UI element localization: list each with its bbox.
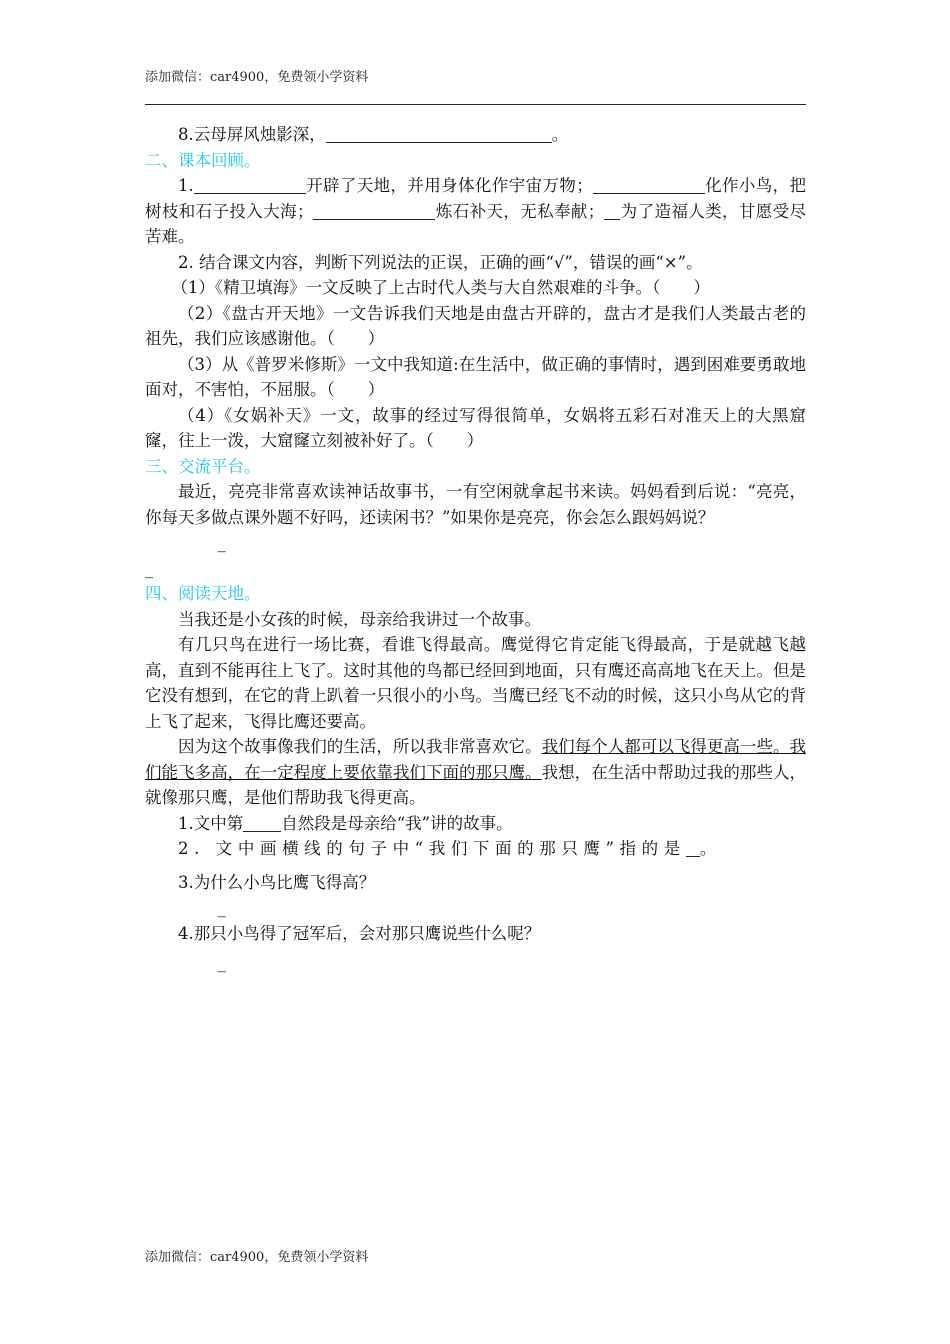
s3-answer-line-2 <box>145 556 806 582</box>
page-footer: 添加微信：car4900，免费领小学资料 <box>145 1250 369 1265</box>
s2-item-2: （2）《盘古开天地》一文告诉我们天地是由盘古开辟的，盘古才是我们人类最古老的祖先，我们应该感谢他。（ ） <box>145 303 806 348</box>
s4-q2-blank <box>686 838 700 857</box>
s2-question-2: 2. 结合课文内容，判断下列说法的正误，正确的画“√”，错误的画“×”。 <box>178 252 703 272</box>
s4-q2-end: 。 <box>699 839 722 858</box>
s4-paragraph-2: 有几只鸟在进行一场比赛，看谁飞得最高。鹰觉得它肯定能飞得最高，于是就越飞越高，直到不能再往上飞了。这时其他的鸟都已经回到地面，只有鹰还高高地飞在天上。但是它没有想到，在它的背上趴着一只很小的小鸟。当鹰已经飞不动的时候，这只小鸟从它的背上飞了起来，飞得比鹰还要高。 <box>145 635 806 731</box>
s4-paragraph-1: 当我还是小女孩的时候，母亲给我讲过一个故事。 <box>178 609 541 629</box>
s4-q2-text: 2. 文中画横线的句子中“我们下面的那只鹰”指的是 <box>178 839 686 858</box>
s4-q3-answer-line <box>145 895 806 921</box>
s3-dash-2: _ <box>145 558 154 578</box>
s4-q1-text-a: 1.文中第 <box>178 813 244 833</box>
document-body <box>145 122 806 976</box>
section-4-title: 四、阅读天地。 <box>145 584 261 603</box>
q8-blank <box>326 124 552 143</box>
s4-paragraph-3 <box>145 734 806 811</box>
s4-question-4: 4.那只小鸟得了冠军后，会对那只鹰说些什么呢？ <box>178 923 541 943</box>
s4-question-2 <box>145 836 806 862</box>
s2-q1-text-d: 炼石补天，无私奉献； <box>435 201 605 221</box>
s2-item-3: （3）从《普罗米修斯》一文中我知道:在生活中，做正确的事情时，遇到困难要勇敢地面对，不害怕，不屈服。（ ） <box>145 354 806 399</box>
underlined-sentence: 我们每个人都可以飞得更高一些。我们能飞多高，在一定程度上要依靠我们下面的那只鹰。 <box>145 737 807 782</box>
section-3-title: 三、交流平台。 <box>145 456 261 476</box>
s2-q1-text-e: 为了造福人类，甘愿受尽苦难。 <box>145 201 807 246</box>
s2-q1-number: 1. <box>178 176 194 195</box>
s2-item-4: （4）《女娲补天》一文，故事的经过写得很简单，女娲将五彩石对准天上的大黑窟窿，往上一泼，大窟窿立刻被补好了。（ ） <box>145 405 806 450</box>
s2-q1-text-b: 开辟了天地，并用身体化作宇宙万物； <box>305 176 593 195</box>
s4-q1-text-b: 自然段是母亲给“我”讲的故事。 <box>281 813 513 833</box>
s2-q1-blank-3 <box>313 201 435 220</box>
s4-q4-answer-line <box>145 950 806 976</box>
s2-q1-blank-1 <box>194 175 306 194</box>
q8-text: 8.云母屏风烛影深， <box>178 125 326 144</box>
s4-question-3: 3.为什么小鸟比鹰飞得高？ <box>178 872 376 892</box>
s4-q3-dash: _ <box>217 898 226 917</box>
section-2-title: 二、课本回顾。 <box>145 150 261 170</box>
s3-paragraph: 最近，亮亮非常喜欢读神话故事书，一有空闲就拿起书来读。妈妈看到后说：“亮亮，你每天多做点课外题不好吗，还读闲书？”如果你是亮亮，你会怎么跟妈妈说？ <box>145 482 806 527</box>
s2-item-1: （1）《精卫填海》一文反映了上古时代人类与大自然艰难的斗争。（ ） <box>171 278 710 297</box>
s2-q1-text-c: 化作小鸟，把树枝和石子投入大海； <box>145 176 807 221</box>
page-header: 添加微信：car4900，免费领小学资料 <box>145 70 369 85</box>
s2-q1-blank-2 <box>593 175 705 194</box>
s2-q1-blank-4 <box>604 201 620 220</box>
s4-q4-dash: _ <box>217 953 226 972</box>
s2-question-1 <box>145 173 806 250</box>
s4-p3-start: 因为这个故事像我们的生活，所以我非常喜欢它。 <box>178 737 542 756</box>
header-rule <box>145 104 806 105</box>
q8-end: 。 <box>551 125 569 144</box>
s4-p3-end: 我想，在生活中帮助过我的那些人，就像那只鹰，是他们帮助我飞得更高。 <box>145 762 807 807</box>
s3-answer-line-1 <box>145 530 806 556</box>
s3-dash-1: _ <box>217 533 226 552</box>
question-8 <box>145 122 806 148</box>
s4-question-1 <box>145 811 806 837</box>
s4-q1-blank <box>243 813 281 832</box>
